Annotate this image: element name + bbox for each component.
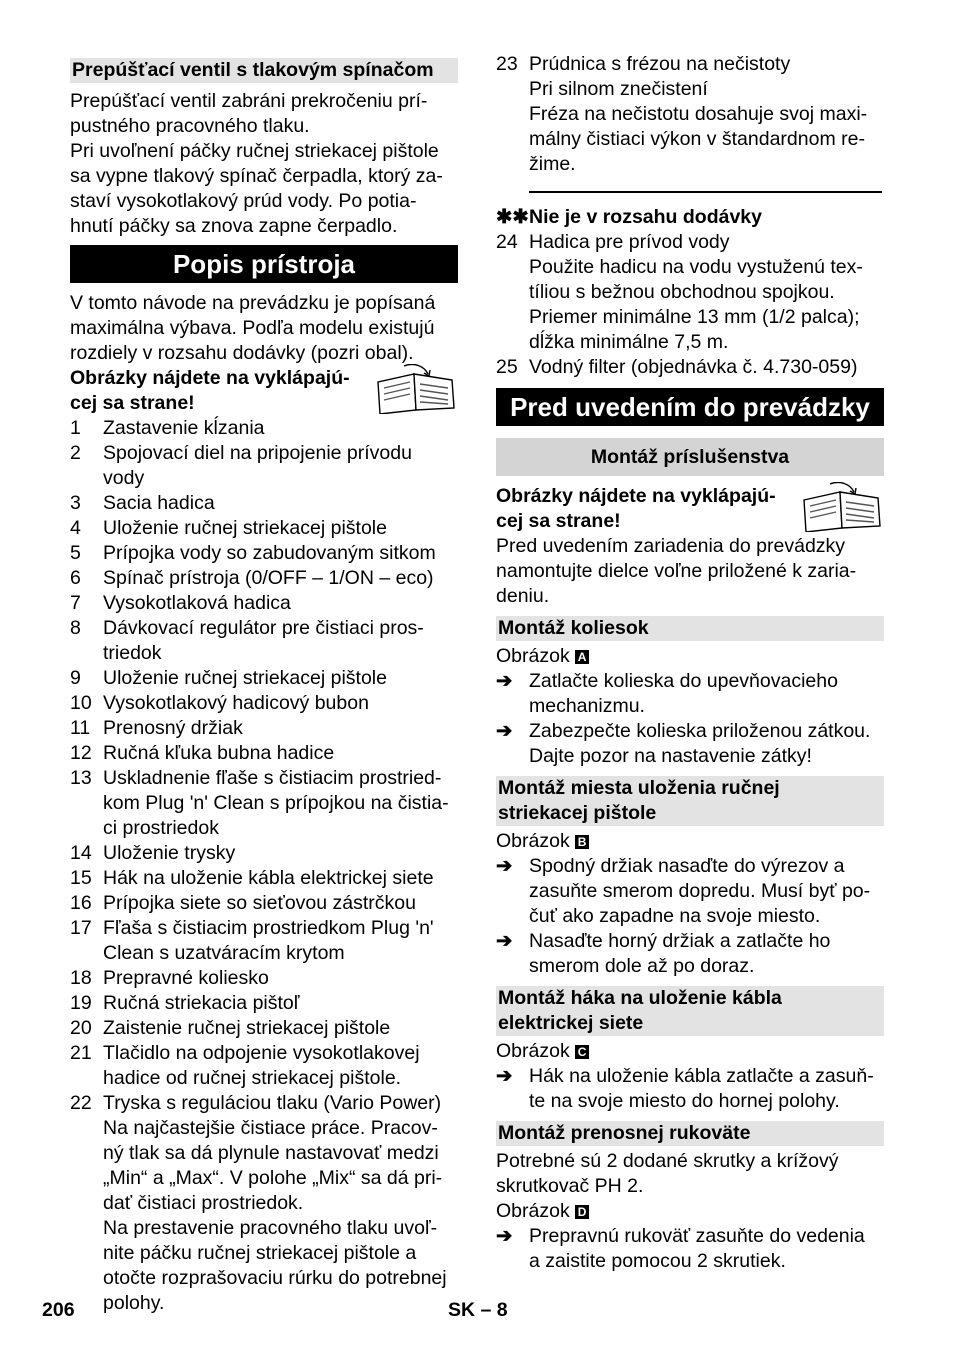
heading-line: elektrickej siete	[498, 1012, 644, 1034]
item-text-line: Na prestavenie pracovného tlaku uvoľ-	[103, 1217, 438, 1239]
list-item	[70, 741, 458, 766]
heading-cable-hook-assembly	[496, 986, 884, 1036]
pressure-valve-text	[70, 89, 458, 239]
item-number: 11	[70, 717, 91, 739]
item-text	[103, 491, 458, 516]
item-number: 6	[70, 567, 81, 589]
item-text	[103, 841, 458, 866]
arrow-right-icon: ➔	[496, 720, 513, 742]
figure-letter-badge: A	[575, 650, 589, 664]
item-number: 5	[70, 542, 81, 564]
item-number: 9	[70, 667, 81, 689]
list-item	[70, 416, 458, 441]
item-text-line: Pri silnom znečistení	[529, 78, 708, 100]
text-line: namontujte dielce voľne priložené k zaria-	[496, 560, 857, 582]
item-text-line: Uloženie ručnej striekacej pištole	[103, 667, 387, 689]
step-text-line: te na svoje miesto do hornej polohy.	[529, 1090, 840, 1112]
list-item	[70, 916, 458, 966]
left-column	[70, 52, 458, 1316]
item-text	[103, 566, 458, 591]
item-text-line: nite páčku ručnej striekacej pištole a	[103, 1242, 417, 1264]
fold-note-line: Obrázky nájdete na vyklápajú-	[496, 485, 776, 507]
item-text	[103, 991, 458, 1016]
figure-letter-badge: B	[575, 835, 589, 849]
item-text-line: Uskladnenie fľaše s čistiacim prostried-	[103, 767, 442, 789]
item-text-line: Clean s uzatváracím krytom	[103, 942, 345, 964]
text-line: Pred uvedením zariadenia do prevádzky	[496, 535, 846, 557]
item-text	[103, 1016, 458, 1041]
item-text-line: Zaistenie ručnej striekacej pištole	[103, 1017, 391, 1039]
item-number: 2	[70, 442, 81, 464]
item-text-line: Prepravné koliesko	[103, 967, 269, 989]
list-item	[70, 841, 458, 866]
item-text-line: Spínač prístroja (0/OFF – 1/ON – eco)	[103, 567, 434, 589]
item-text	[529, 230, 884, 355]
item-text-line: kom Plug 'n' Clean s prípojkou na čistia-	[103, 792, 449, 814]
item-text-line: ci prostriedok	[103, 817, 219, 839]
item-text	[529, 52, 884, 177]
text-line: Prepúšťací ventil zabráni prekročeniu prí-	[70, 90, 428, 112]
item-number: 21	[70, 1042, 92, 1064]
item-number: 25	[496, 356, 518, 378]
list-item	[70, 691, 458, 716]
item-text-line: Vysokotlaková hadica	[103, 592, 291, 614]
open-book-icon	[374, 364, 458, 414]
item-number: 17	[70, 917, 92, 939]
item-text-line: Dávkovací regulátor pre čistiaci pros-	[103, 617, 424, 639]
item-number: 3	[70, 492, 81, 514]
item-text	[529, 355, 884, 380]
step-text-line: Nasaďte horný držiak a zatlačte ho	[529, 930, 831, 952]
list-item	[70, 1091, 458, 1316]
item-text-line: Prenosný držiak	[103, 717, 243, 739]
item-number: 14	[70, 842, 92, 864]
figure-reference: Obrázok B	[496, 829, 884, 854]
item-text-line: Zastavenie kĺzania	[103, 417, 265, 439]
item-text-line: Hadica pre prívod vody	[529, 231, 730, 253]
item-number: 10	[70, 692, 92, 714]
step-text-line: smerom dole až po doraz.	[529, 955, 755, 977]
item-text	[103, 516, 458, 541]
item-text-line: polohy.	[103, 1292, 165, 1314]
figure-reference: Obrázok C	[496, 1039, 884, 1064]
arrow-right-icon: ➔	[496, 855, 513, 877]
heading-handle-assembly: Montáž prenosnej rukoväte	[496, 1121, 884, 1146]
item-text-line: žime.	[529, 153, 576, 175]
list-item	[70, 991, 458, 1016]
item-text-line: Vysokotlakový hadicový bubon	[103, 692, 369, 714]
step-text	[529, 719, 884, 769]
fold-note-line: cej sa strane!	[70, 392, 195, 414]
list-item	[70, 666, 458, 691]
item-text-line: Tlačidlo na odpojenie vysokotlakovej	[103, 1042, 420, 1064]
step-text-line: mechanizmu.	[529, 695, 645, 717]
item-text	[103, 666, 458, 691]
text-line: Potrebné sú 2 dodané skrutky a krížový	[496, 1150, 839, 1172]
cable-hook-block	[496, 1039, 884, 1114]
step-text	[529, 929, 884, 979]
instruction-step	[496, 1064, 884, 1114]
wheel-assembly-block	[496, 644, 884, 769]
heading-line: Montáž miesta uloženia ručnej	[498, 777, 780, 799]
text-line: pustného pracovného tlaku.	[70, 115, 310, 137]
item-text-line: Uloženie trysky	[103, 842, 236, 864]
item-text	[103, 741, 458, 766]
item-text	[103, 891, 458, 916]
list-item	[70, 516, 458, 541]
item-number: 18	[70, 967, 92, 989]
item-text-line: Prúdnica s frézou na nečistoty	[529, 53, 791, 75]
heading-wheel-assembly: Montáž koliesok	[496, 616, 884, 641]
list-item	[70, 441, 458, 491]
item-number: 12	[70, 742, 92, 764]
item-number: 4	[70, 517, 81, 539]
item-text	[103, 616, 458, 666]
item-text-line: Tryska s reguláciou tlaku (Vario Power)	[103, 1092, 442, 1114]
item-number: 24	[496, 231, 518, 253]
item-text-line: Použite hadicu na vodu vystuženú tex-	[529, 256, 863, 278]
step-text-line: Hák na uloženie kábla zatlačte a zasuň-	[529, 1065, 874, 1087]
instruction-step	[496, 854, 884, 929]
item-text-line: Prípojka vody so zabudovaným sitkom	[103, 542, 436, 564]
item-text	[103, 1041, 458, 1091]
item-text	[103, 416, 458, 441]
step-text	[529, 1064, 884, 1114]
parts-list-continued	[496, 52, 884, 177]
item-text-line: Fľaša s čistiacim prostriedkom Plug 'n'	[103, 917, 434, 939]
right-column	[496, 52, 884, 1274]
figure-letter-badge: D	[575, 1205, 589, 1219]
text-line: hnutí páčky sa znova zapne čerpadlo.	[70, 215, 398, 237]
item-text-line: „Min“ a „Max“. V polohe „Mix“ sa dá pri-	[103, 1167, 443, 1189]
item-text	[103, 866, 458, 891]
list-item	[496, 230, 884, 355]
list-item	[70, 616, 458, 666]
item-text-line: Vodný filter (objednávka č. 4.730-059)	[529, 356, 858, 378]
text-line: V tomto návode na prevádzku je popísaná	[70, 292, 436, 314]
list-item	[70, 491, 458, 516]
section-title-before-start: Pred uvedením do prevádzky	[496, 388, 884, 426]
instruction-step	[496, 929, 884, 979]
item-text	[103, 766, 458, 841]
item-text-line: málny čistiaci výkon v štandardnom re-	[529, 128, 865, 150]
list-item	[70, 966, 458, 991]
figure-letter-badge: C	[575, 1045, 589, 1059]
item-number: 8	[70, 617, 81, 639]
step-text-line: čuť ako zapadne na svoje miesto.	[529, 905, 821, 927]
item-text	[103, 716, 458, 741]
step-text-line: Zabezpečte kolieska priloženou zátkou.	[529, 720, 871, 742]
section-title-device-description: Popis prístroja	[70, 245, 458, 283]
double-asterisk-icon: ✱✱	[496, 206, 529, 228]
text-line: rozdiely v rozsahu dodávky (pozri obal).	[70, 342, 414, 364]
arrow-right-icon: ➔	[496, 930, 513, 952]
text-line: staví vysokotlakový prúd vody. Po potia-	[70, 190, 417, 212]
device-description-intro	[70, 291, 458, 366]
list-item	[70, 591, 458, 616]
fold-out-note-right	[496, 484, 884, 534]
item-text-line: Prípojka siete so sieťovou zástrčkou	[103, 892, 416, 914]
list-item	[70, 1016, 458, 1041]
item-number: 20	[70, 1017, 92, 1039]
instruction-step	[496, 719, 884, 769]
step-text-line: Spodný držiak nasaďte do výrezov a	[529, 855, 845, 877]
step-text-line: Zatlačte kolieska do upevňovacieho	[529, 670, 838, 692]
step-text-line: a zaistite pomocou 2 skrutiek.	[529, 1250, 786, 1272]
step-text	[529, 669, 884, 719]
list-item	[70, 1041, 458, 1091]
item-text	[103, 916, 458, 966]
list-item	[70, 541, 458, 566]
list-item	[70, 566, 458, 591]
fold-note-line: Obrázky nájdete na vyklápajú-	[70, 367, 350, 389]
subheading-accessory-assembly: Montáž príslušenstva	[496, 438, 884, 476]
item-text	[103, 541, 458, 566]
parts-list	[70, 416, 458, 1316]
heading-gun-holder-assembly	[496, 776, 884, 826]
instruction-step	[496, 669, 884, 719]
item-number: 1	[70, 417, 81, 439]
item-text-line: triedok	[103, 642, 162, 664]
item-text-line: Sacia hadica	[103, 492, 215, 514]
language-page-label: SK – 8	[448, 1299, 508, 1321]
text-line: deniu.	[496, 585, 550, 607]
step-text	[529, 1224, 884, 1274]
item-text-line: Fréza na nečistotu dosahuje svoj maxi-	[529, 103, 868, 125]
list-item	[70, 866, 458, 891]
item-text-line: hadice od ručnej striekacej pištole.	[103, 1067, 402, 1089]
text-line: skrutkovač PH 2.	[496, 1175, 644, 1197]
step-text-line: zasuňte smerom dopredu. Musí byť po-	[529, 880, 871, 902]
gun-holder-block	[496, 829, 884, 979]
accessory-intro	[496, 534, 884, 609]
list-item	[70, 716, 458, 741]
text-line: Pri uvoľnení páčky ručnej striekacej pištole	[70, 140, 439, 162]
item-text	[103, 1091, 458, 1316]
figure-reference: Obrázok D	[496, 1199, 884, 1224]
item-text-line: Na najčastejšie čistiace práce. Pracov-	[103, 1117, 438, 1139]
item-text-line: Ručná kľuka bubna hadice	[103, 742, 335, 764]
text-line: maximálna výbava. Podľa modelu existujú	[70, 317, 435, 339]
list-item	[70, 891, 458, 916]
fold-note-line: cej sa strane!	[496, 510, 621, 532]
text-line: sa vypne tlakový spínač čerpadla, ktorý za-	[70, 165, 443, 187]
divider-rule	[529, 177, 882, 193]
item-text	[103, 441, 458, 491]
item-text-line: dať čistiaci prostriedok.	[103, 1192, 304, 1214]
page-number: 206	[42, 1299, 75, 1321]
open-book-icon	[800, 482, 884, 532]
not-included-note: ✱✱ Nie je v rozsahu dodávky	[496, 206, 763, 228]
item-text-line: dĺžka minimálne 7,5 m.	[529, 331, 729, 353]
item-number: 13	[70, 767, 92, 789]
step-text-line: Dajte pozor na nastavenie zátky!	[529, 745, 812, 767]
item-text-line: Uloženie ručnej striekacej pištole	[103, 517, 387, 539]
item-text-line: Ručná striekacia pištoľ	[103, 992, 300, 1014]
item-number: 23	[496, 53, 518, 75]
arrow-right-icon: ➔	[496, 1065, 513, 1087]
item-number: 22	[70, 1092, 92, 1114]
item-text-line: Hák na uloženie kábla elektrickej siete	[103, 867, 434, 889]
fold-out-note	[70, 366, 458, 416]
item-text	[103, 591, 458, 616]
heading-line: Montáž háka na uloženie kábla	[498, 987, 782, 1009]
item-number: 15	[70, 867, 92, 889]
list-item	[70, 766, 458, 841]
arrow-right-icon: ➔	[496, 1225, 513, 1247]
item-text	[103, 691, 458, 716]
arrow-right-icon: ➔	[496, 670, 513, 692]
item-number: 7	[70, 592, 81, 614]
instruction-step	[496, 1224, 884, 1274]
item-text-line: Spojovací diel na pripojenie prívodu vody	[103, 442, 412, 489]
item-number: 16	[70, 892, 92, 914]
item-text-line: otočte rozprašovaciu rúrku do potrebnej	[103, 1267, 447, 1289]
list-item	[496, 52, 884, 177]
item-text-line: ný tlak sa dá plynule nastavovať medzi	[103, 1142, 439, 1164]
figure-reference: Obrázok A	[496, 644, 884, 669]
heading-pressure-valve: Prepúšťací ventil s tlakovým spínačom	[70, 58, 458, 83]
step-text	[529, 854, 884, 929]
parts-list-extra	[496, 230, 884, 380]
step-text-line: Prepravnú rukoväť zasuňte do vedenia	[529, 1225, 865, 1247]
list-item	[496, 355, 884, 380]
item-text-line: Priemer minimálne 13 mm (1/2 palca);	[529, 306, 860, 328]
item-number: 19	[70, 992, 92, 1014]
handle-assembly-block	[496, 1149, 884, 1274]
item-text-line: tíliou s bežnou obchodnou spojkou.	[529, 281, 835, 303]
item-text	[103, 966, 458, 991]
heading-line: striekacej pištole	[498, 802, 657, 824]
